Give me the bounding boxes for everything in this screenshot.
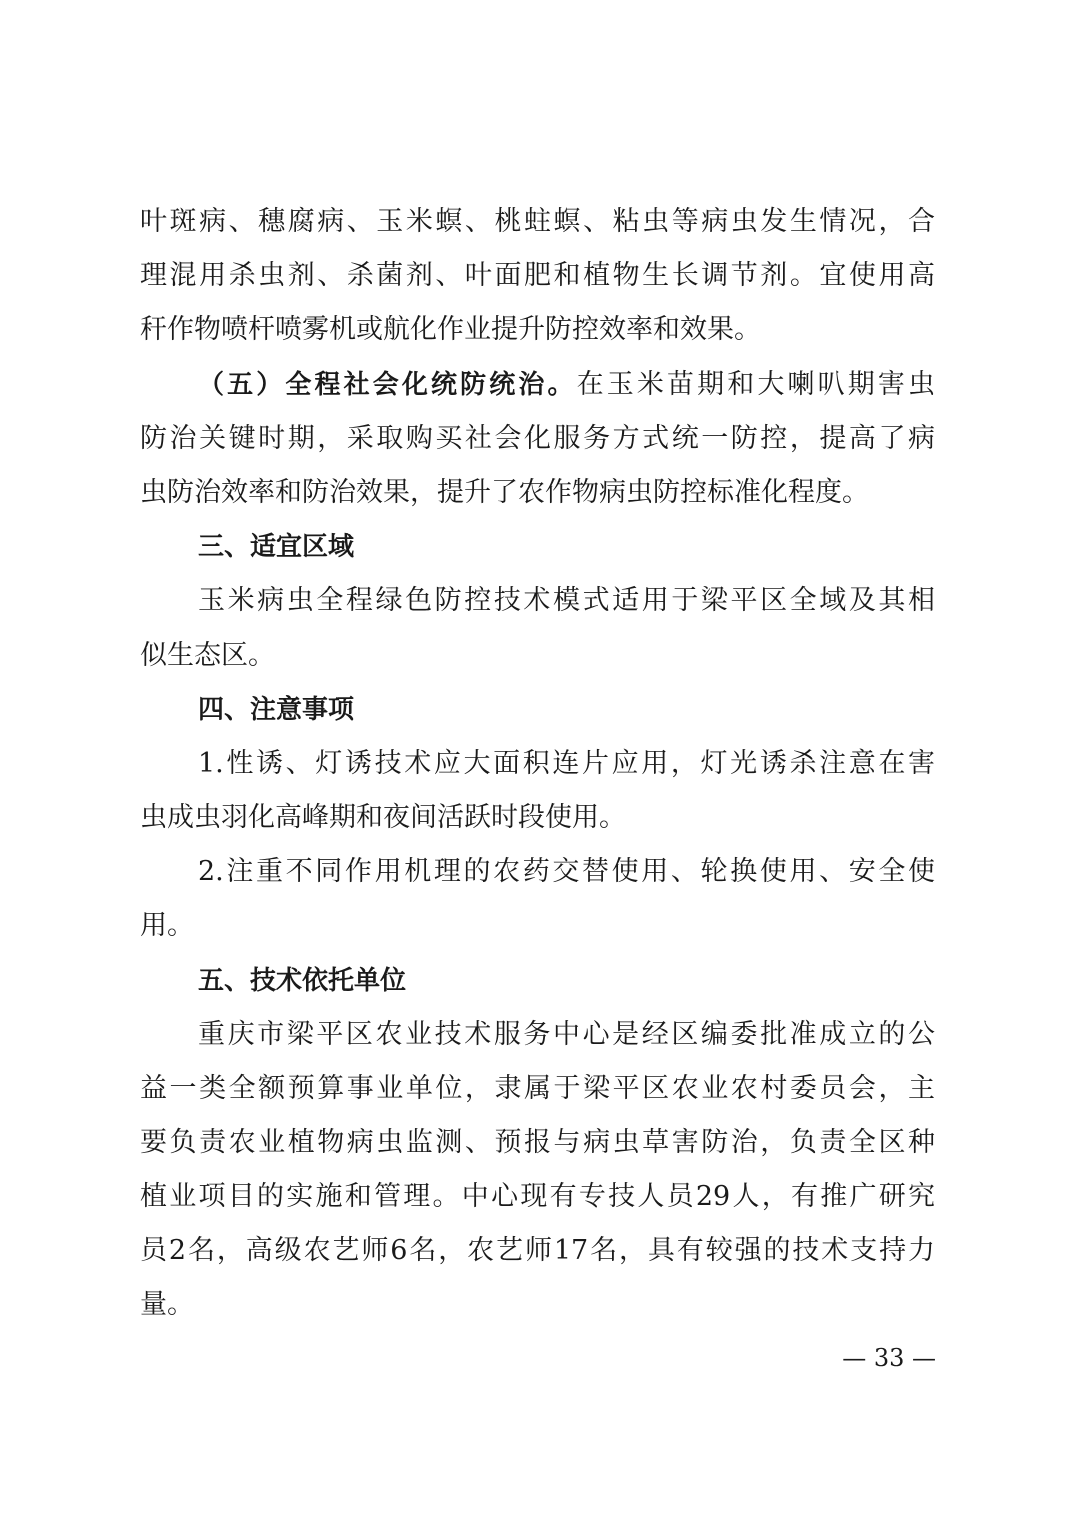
body-line: 植业项目的实施和管理。中心现有专技人员29人，有推广研究 bbox=[140, 1181, 935, 1212]
body-line: 量。 bbox=[140, 1289, 194, 1320]
section-heading: 三、适宜区域 bbox=[198, 532, 355, 562]
body-line: 1.性诱、灯诱技术应大面积连片应用，灯光诱杀注意在害 bbox=[198, 748, 935, 779]
body-line: 2.注重不同作用机理的农药交替使用、轮换使用、安全使 bbox=[198, 856, 935, 887]
body-line: 似生态区。 bbox=[140, 640, 275, 671]
body-line: 要负责农业植物病虫监测、预报与病虫草害防治，负责全区种 bbox=[140, 1127, 935, 1158]
body-line: 理混用杀虫剂、杀菌剂、叶面肥和植物生长调节剂。宜使用高 bbox=[140, 260, 935, 291]
body-line: 虫成虫羽化高峰期和夜间活跃时段使用。 bbox=[140, 802, 626, 833]
body-line: 虫防治效率和防治效果，提升了农作物病虫防控标准化程度。 bbox=[140, 477, 869, 508]
body-line: 用。 bbox=[140, 910, 194, 941]
body-line: 重庆市梁平区农业技术服务中心是经区编委批准成立的公 bbox=[198, 1019, 935, 1050]
section-heading: 四、注意事项 bbox=[198, 695, 355, 725]
body-line: 叶斑病、穗腐病、玉米螟、桃蛀螟、粘虫等病虫发生情况，合 bbox=[140, 206, 935, 237]
body-line: 玉米病虫全程绿色防控技术模式适用于梁平区全域及其相 bbox=[198, 585, 935, 616]
body-line: 员2名，高级农艺师6名，农艺师17名，具有较强的技术支持力 bbox=[140, 1235, 935, 1266]
body-line: 防治关键时期，采取购买社会化服务方式统一防控，提高了病 bbox=[140, 423, 935, 454]
body-line: 益一类全额预算事业单位，隶属于梁平区农业农村委员会，主 bbox=[140, 1073, 935, 1104]
section-subtitle: （五）全程社会化统防统治。 bbox=[198, 370, 577, 400]
body-line: 秆作物喷杆喷雾机或航化作业提升防控效率和效果。 bbox=[140, 314, 761, 345]
section-five-line bbox=[198, 365, 935, 405]
body-text: 在玉米苗期和大喇叭期害虫 bbox=[576, 369, 935, 400]
section-heading: 五、技术依托单位 bbox=[198, 966, 407, 996]
page-number: — 33 — bbox=[842, 1344, 936, 1372]
